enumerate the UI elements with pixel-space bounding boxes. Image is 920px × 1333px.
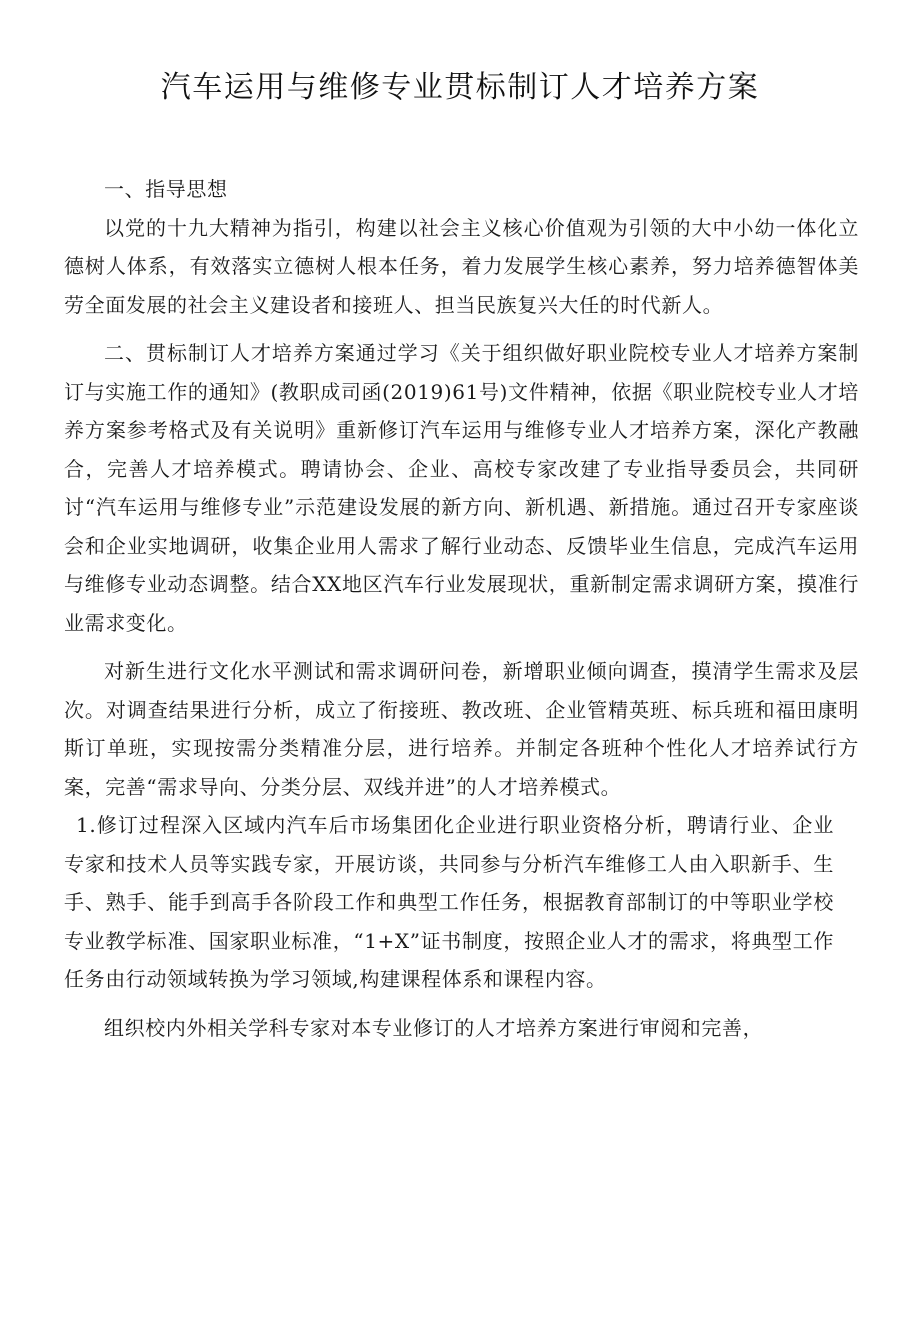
- paragraph-new-student-survey: 对新生进行文化水平测试和需求调研问卷，新增职业倾向调查，摸清学生需求及层次。对调查结果进行分析，成立了衔接班、教改班、企业管精英班、标兵班和福田康明斯订单班，实现按需分类精准分层，进行培养。并制定各班种个性化人才培养试行方案，完善“需求导向、分类分层、双线并进”的人才培养模式。: [64, 659, 859, 799]
- paragraph-guiding-ideology: 以党的十九大精神为指引，构建以社会主义核心价值观为引领的大中小幼一体化立德树人体系，有效落实立德树人根本任务，着力发展学生核心素养，努力培养德智体美劳全面发展的社会主义建设者和接班人、担当民族复兴大任的时代新人。: [64, 215, 859, 317]
- document-title: 汽车运用与维修专业贯标制订人才培养方案: [160, 70, 760, 105]
- document-body: [64, 170, 859, 1047]
- paragraph-standard-formulation: 二、贯标制订人才培养方案通过学习《关于组织做好职业院校专业人才培养方案制订与实施工作的通知》(教职成司函(2019)61号)文件精神，依据《职业院校专业人才培养方案参考格式及有关说明》重新修订汽车运用与维修专业人才培养方案，深化产教融合，完善人才培养模式。聘请协会、企业、高校专家改建了专业指导委员会，共同研讨“汽车运用与维修专业”示范建设发展的新方向、新机遇、新措施。通过召开专家座谈会和企业实地调研，收集企业用人需求了解行业动态、反馈毕业生信息，完成汽车运用与维修专业动态调整。结合XX地区汽车行业发展现状，重新制定需求调研方案，摸准行业需求变化。: [64, 341, 859, 635]
- paragraph-expert-review: 组织校内外相关学科专家对本专业修订的人才培养方案进行审阅和完善，: [104, 1015, 764, 1040]
- section-heading-guiding-ideology: 一、指导思想: [104, 177, 228, 201]
- paragraph-revision-process: 1.修订过程深入区域内汽车后市场集团化企业进行职业资格分析，聘请行业、企业专家和技术人员等实践专家，开展访谈，共同参与分析汽车维修工人由入职新手、生手、熟手、能手到高手各阶段工作和典型工作任务，根据教育部制订的中等职业学校专业教学标准、国家职业标准，“1+X”证书制度，按照企业人才的需求，将典型工作任务由行动领域转换为学习领域,构建课程体系和课程内容。: [64, 813, 834, 991]
